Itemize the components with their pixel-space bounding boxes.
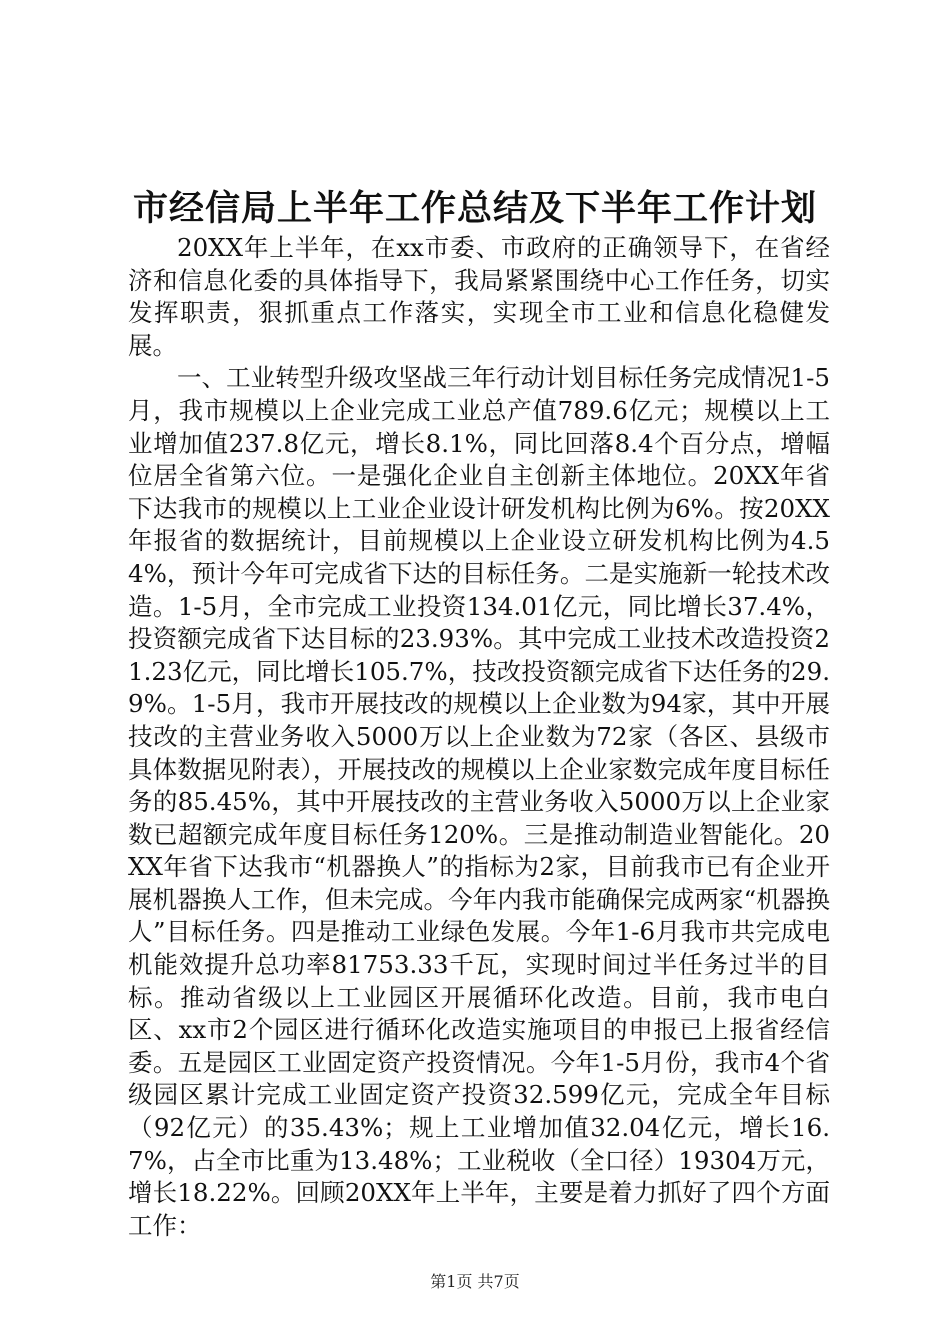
section-one-paragraph: 一、工业转型升级攻坚战三年行动计划目标任务完成情况1-5月，我市规模以上企业完成工业总产值789.6亿元；规模以上工业增加值237.8亿元，增长8.1%，同比回落8.4个百分点，增幅位居全省第六位。一是强化企业自主创新主体地位。20XX年省下达我市的规模以上工业企业设计研发机构比例为6%。按20XX年报省的数据统计，目前规模以上企业设立研发机构比例为4.54%，预计今年可完成省下达的目标任务。二是实施新一轮技术改造。1-5月，全市完成工业投资134.01亿元，同比增长37.4%，投资额完成省下达目标的23.93%。其中完成工业技术改造投资21.23亿元，同比增长105.7%，技改投资额完成省下达任务的29.9%。1-5月，我市开展技改的规模以上企业数为94家，其中开展技改的主营业务收入5000万以上企业数为72家（各区、县级市具体数据见附表），开展技改的规模以上企业家数完成年度目标任务的85.45%，其中开展技改的主营业务收入5000万以上企业家数已超额完成年度目标任务120%。三是推动制造业智能化。20XX年省下达我市“机器换人”的指标为2家，目前我市已有企业开展机器换人工作，但未完成。今年内我市能确保完成两家“机器换人”目标任务。四是推动工业绿色发展。今年1-6月我市共完成电机能效提升总功率81753.33千瓦，实现时间过半任务过半的目标。推动省级以上工业园区开展循环化改造。目前，我市电白区、xx市2个园区进行循环化改造实施项目的申报已上报省经信委。五是园区工业固定资产投资情况。今年1-5月份，我市4个省级园区累计完成工业固定资产投资32.599亿元，完成全年目标（92亿元）的35.43%；规上工业增加值32.04亿元，增长16.7%，占全市比重为13.48%；工业税收（全口径）19304万元，增长18.22%。回顾20XX年上半年，主要是着力抓好了四个方面工作： [128,363,830,1240]
document-body [128,232,830,1242]
document-title: 市经信局上半年工作总结及下半年工作计划 [132,188,817,229]
intro-paragraph: 20XX年上半年，在xx市委、市政府的正确领导下，在省经济和信息化委的具体指导下，我局紧紧围绕中心工作任务，切实发挥职责，狠抓重点工作落实，实现全市工业和信息化稳健发展。 [128,233,830,360]
page-footer: 第1页 共7页 [430,1272,520,1291]
